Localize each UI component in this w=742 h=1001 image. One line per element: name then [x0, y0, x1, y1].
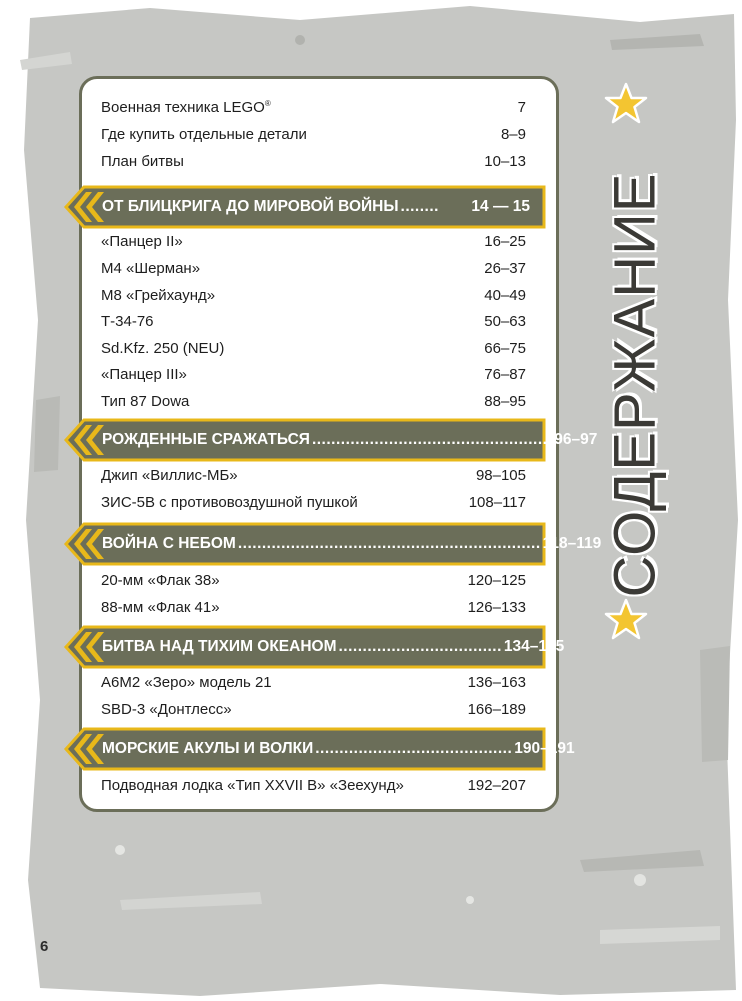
section-title: ВОЙНА С НЕБОМ [102, 535, 236, 552]
section-header-bar[interactable] [64, 185, 546, 229]
side-title-text: СОДЕРЖАНИЕ [602, 172, 668, 598]
page-number: 6 [40, 938, 49, 955]
section-dot-leader: ............................................................... [237, 535, 541, 552]
toc-entry-pages: 126–133 [467, 598, 526, 616]
section-pages: 96–97 [554, 431, 598, 448]
section-title: БИТВА НАД ТИХИМ ОКЕАНОМ [102, 638, 337, 655]
toc-entry[interactable] [101, 669, 526, 695]
toc-entry[interactable] [101, 94, 526, 120]
section-title: МОРСКИЕ АКУЛЫ И ВОЛКИ [102, 740, 314, 757]
toc-entry[interactable] [101, 282, 526, 308]
section-header-bar[interactable] [64, 522, 602, 566]
toc-entry[interactable] [101, 462, 526, 488]
toc-entry-title: A6M2 «Зеро» модель 21 [101, 673, 272, 691]
toc-entry-title: 20-мм «Флак 38» [101, 571, 220, 589]
toc-entry-title: План битвы [101, 152, 184, 170]
toc-entry[interactable] [101, 567, 526, 593]
star-icon [604, 82, 648, 126]
toc-entry[interactable] [101, 228, 526, 254]
toc-entry[interactable] [101, 772, 526, 798]
toc-entry[interactable] [101, 361, 526, 387]
toc-entry[interactable] [101, 594, 526, 620]
toc-entry-title: Sd.Kfz. 250 (NEU) [101, 339, 225, 357]
toc-entry-pages: 7 [517, 98, 526, 116]
toc-entry-title: «Панцер III» [101, 365, 187, 383]
section-header-bar[interactable] [64, 418, 598, 462]
toc-entry-title: Джип «Виллис-МБ» [101, 466, 238, 484]
toc-entry[interactable] [101, 696, 526, 722]
section-header-bar[interactable] [64, 727, 575, 771]
toc-entry-title: Т-34-76 [101, 312, 154, 330]
toc-entry-pages: 98–105 [475, 466, 526, 484]
toc-entry-title: SBD-3 «Донтлесс» [101, 700, 232, 718]
side-title [540, 150, 730, 620]
toc-entry-title: М4 «Шерман» [101, 259, 201, 277]
section-dot-leader: .................................. [338, 638, 502, 655]
toc-entry-pages: 16–25 [484, 232, 526, 250]
section-dot-leader: ........ [400, 198, 439, 215]
toc-entry-pages: 66–75 [484, 339, 526, 357]
toc-entry-pages: 8–9 [500, 125, 526, 143]
section-pages: 14 — 15 [471, 198, 530, 215]
toc-entry-pages: 50–63 [484, 312, 526, 330]
toc-entry-pages: 88–95 [484, 392, 526, 410]
toc-entry-title: Подводная лодка «Тип XXVII B» «Зеехунд» [101, 776, 404, 794]
section-title: ОТ БЛИЦКРИГА ДО МИРОВОЙ ВОЙНЫ [102, 198, 399, 215]
toc-entry-title: «Панцер II» [101, 232, 183, 250]
toc-entry-pages: 166–189 [467, 700, 526, 718]
toc-entry-pages: 26–37 [484, 259, 526, 277]
section-pages: 190–191 [514, 740, 575, 757]
section-header-bar[interactable] [64, 625, 565, 669]
section-pages: 134–135 [503, 638, 565, 655]
section-dot-leader: ......................................... [315, 740, 513, 757]
toc-entry-title: 88-мм «Флак 41» [101, 598, 220, 616]
toc-entry[interactable] [101, 335, 526, 361]
toc-entry[interactable] [101, 148, 526, 174]
section-dot-leader: .................................................. [311, 431, 553, 448]
toc-entry-title: Тип 87 Dowa [101, 392, 190, 410]
toc-entry-pages: 108–117 [468, 493, 526, 511]
toc-entry-pages: 40–49 [484, 286, 526, 304]
section-title: РОЖДЕННЫЕ СРАЖАТЬСЯ [102, 431, 310, 448]
toc-entry[interactable] [101, 121, 526, 147]
registered-mark: ® [264, 98, 271, 108]
toc-entry-pages: 10–13 [484, 152, 526, 170]
toc-entry-pages: 120–125 [467, 571, 526, 589]
toc-entry-title: Где купить отдельные детали [101, 125, 307, 143]
toc-entry-title: М8 «Грейхаунд» [101, 286, 216, 304]
toc-entry[interactable] [101, 255, 526, 281]
toc-entry-pages: 76–87 [484, 365, 526, 383]
toc-entry-title: ЗИС-5В с противовоздушной пушкой [101, 493, 358, 511]
toc-entry[interactable] [101, 489, 526, 515]
toc-entry-title: Военная техника LEGO® [101, 98, 271, 116]
toc-entry[interactable] [101, 308, 526, 334]
toc-entry[interactable] [101, 388, 526, 414]
toc-entry-pages: 136–163 [467, 673, 526, 691]
toc-entry-pages: 192–207 [467, 776, 526, 794]
section-pages: 118–119 [542, 535, 602, 552]
